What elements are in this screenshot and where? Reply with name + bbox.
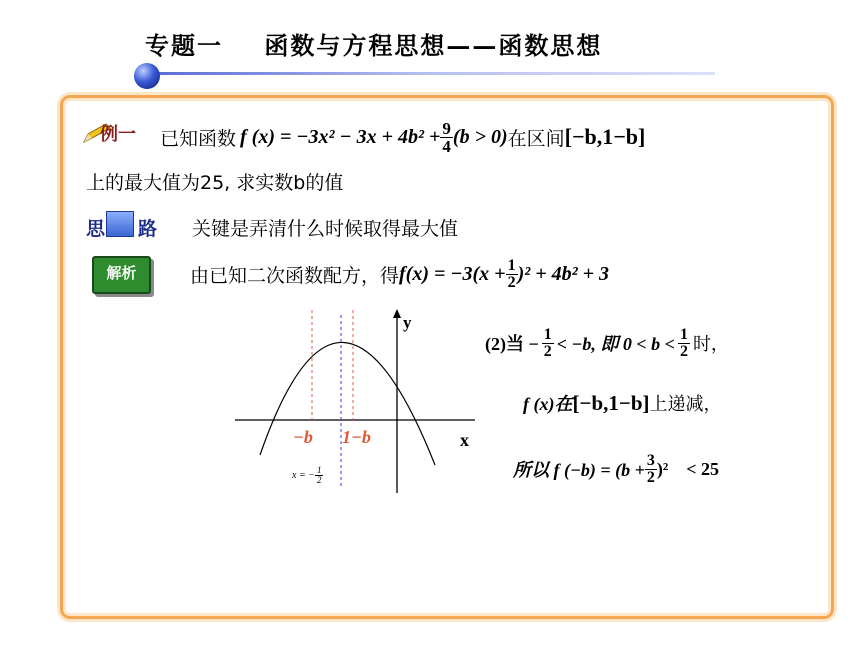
solution-line — [190, 252, 609, 296]
label-one-minus-b: 1−b — [342, 427, 371, 447]
hint-text: 关键是弄清什么时候取得最大值 — [192, 218, 459, 240]
solution-fraction: $\frac{1}{2}$ — [507, 256, 516, 291]
x-axis-label: x — [460, 430, 469, 450]
example-line-1 — [160, 112, 645, 162]
example-line-2: 上的最大值为25, 求实数b的值 — [86, 172, 344, 194]
example-prefix: 已知函数 — [160, 127, 237, 150]
hint-label-a: 思 — [86, 218, 106, 240]
case2-line-2: f (x)在 [−b,1−b] 上递减， — [523, 390, 722, 415]
example-badge: 例一 — [100, 124, 136, 145]
hint-label-b: 路 — [138, 218, 158, 240]
example-interval-word: 在区间 — [507, 127, 565, 150]
exit-door-icon — [106, 211, 134, 237]
case2-line-1: (2)当 − $\frac{1}{2}$ < −b, 即 0 < b < $\frac{1}{2}$ 时， — [485, 325, 729, 360]
page-title: 专题一 函数与方程思想——函数思想 — [145, 31, 603, 60]
solution-formula-a: f(x) = −3(x + — [399, 262, 506, 285]
case2-line-3: 所以 f (−b) = (b + $\frac{3}{2}$ )² < 25 — [513, 451, 720, 486]
label-neg-b: −b — [293, 427, 313, 447]
example-function: f (x) = −3x² − 3x + 4b² + — [240, 125, 441, 148]
title-bullet-ball — [134, 63, 160, 89]
vertex-label: x = − $\frac{1}{2}$ — [292, 465, 322, 485]
solution-text: 由已知二次函数配方，得 — [190, 264, 400, 287]
y-axis-arrow — [393, 309, 401, 318]
example-interval: [−b,1−b] — [564, 124, 646, 149]
example-fraction: $\frac{9}{4}$ — [442, 118, 451, 156]
title-underline — [150, 72, 715, 75]
example-condition: (b > 0) — [452, 125, 508, 148]
y-axis-label: y — [403, 313, 412, 332]
parabola-graph — [225, 305, 485, 500]
solution-formula-b: )² + 4b² + 3 — [517, 262, 610, 285]
solution-badge: 解析 — [92, 256, 151, 294]
